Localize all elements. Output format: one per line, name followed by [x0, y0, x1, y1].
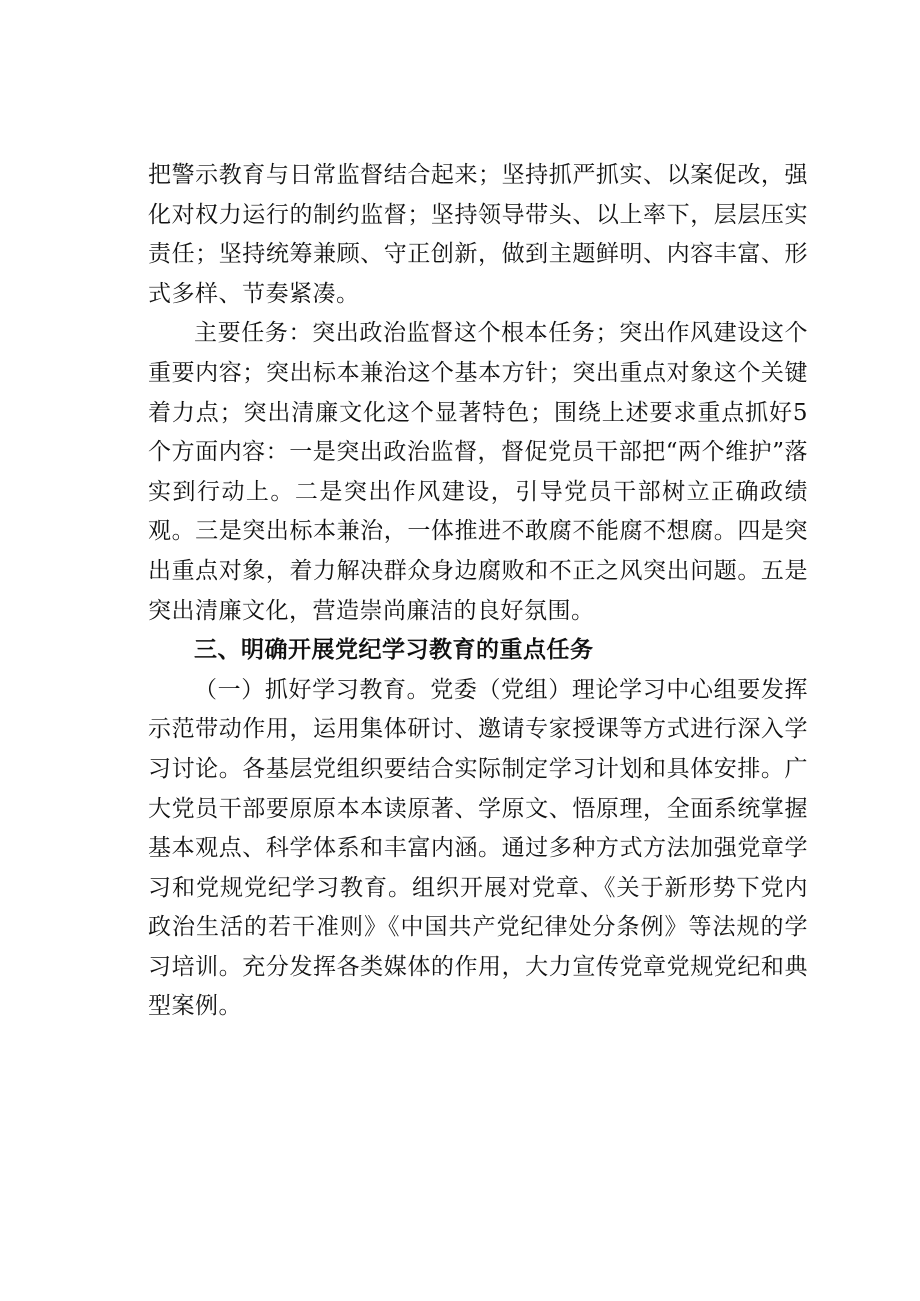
paragraph-main-tasks: 主要任务：突出政治监督这个根本任务；突出作风建设这个重要内容；突出标本兼治这个基本方针；突出重点对象这个关键着力点；突出清廉文化这个显著特色；围绕上述要求重点抓好5个方面内容：一是突出政治监督，督促党员干部把“两个维护”落实到行动上。二是突出作风建设，引导党员干部树立正确政绩观。三是突出标本兼治，一体推进不敢腐不能腐不想腐。四是突出重点对象，着力解决群众身边腐败和不正之风突出问题。五是突出清廉文化，营造崇尚廉洁的良好氛围。 [148, 320, 808, 624]
paragraph-study-education: （一）抓好学习教育。党委（党组）理论学习中心组要发挥示范带动作用，运用集体研讨、邀请专家授课等方式进行深入学习讨论。各基层党组织要结合实际制定学习计划和具体安排。广大党员干部要原原本本读原著、学原文、悟原理，全面系统掌握基本观点、科学体系和丰富内涵。通过多种方式方法加强党章学习和党规党纪学习教育。组织开展对党章、《关于新形势下党内政治生活的若干准则》《中国共产党纪律处分条例》等法规的学习培训。充分发挥各类媒体的作用，大力宣传党章党规党纪和典型案例。 [148, 676, 808, 1020]
paragraph-principles-continued: 把警示教育与日常监督结合起来；坚持抓严抓实、以案促改，强化对权力运行的制约监督；坚持领导带头、以上率下，层层压实责任；坚持统筹兼顾、守正创新，做到主题鲜明、内容丰富、形式多样、节奏紧凑。 [148, 162, 808, 307]
document-body [148, 156, 808, 1027]
section-heading-key-tasks: 三、明确开展党纪学习教育的重点任务 [194, 637, 594, 664]
